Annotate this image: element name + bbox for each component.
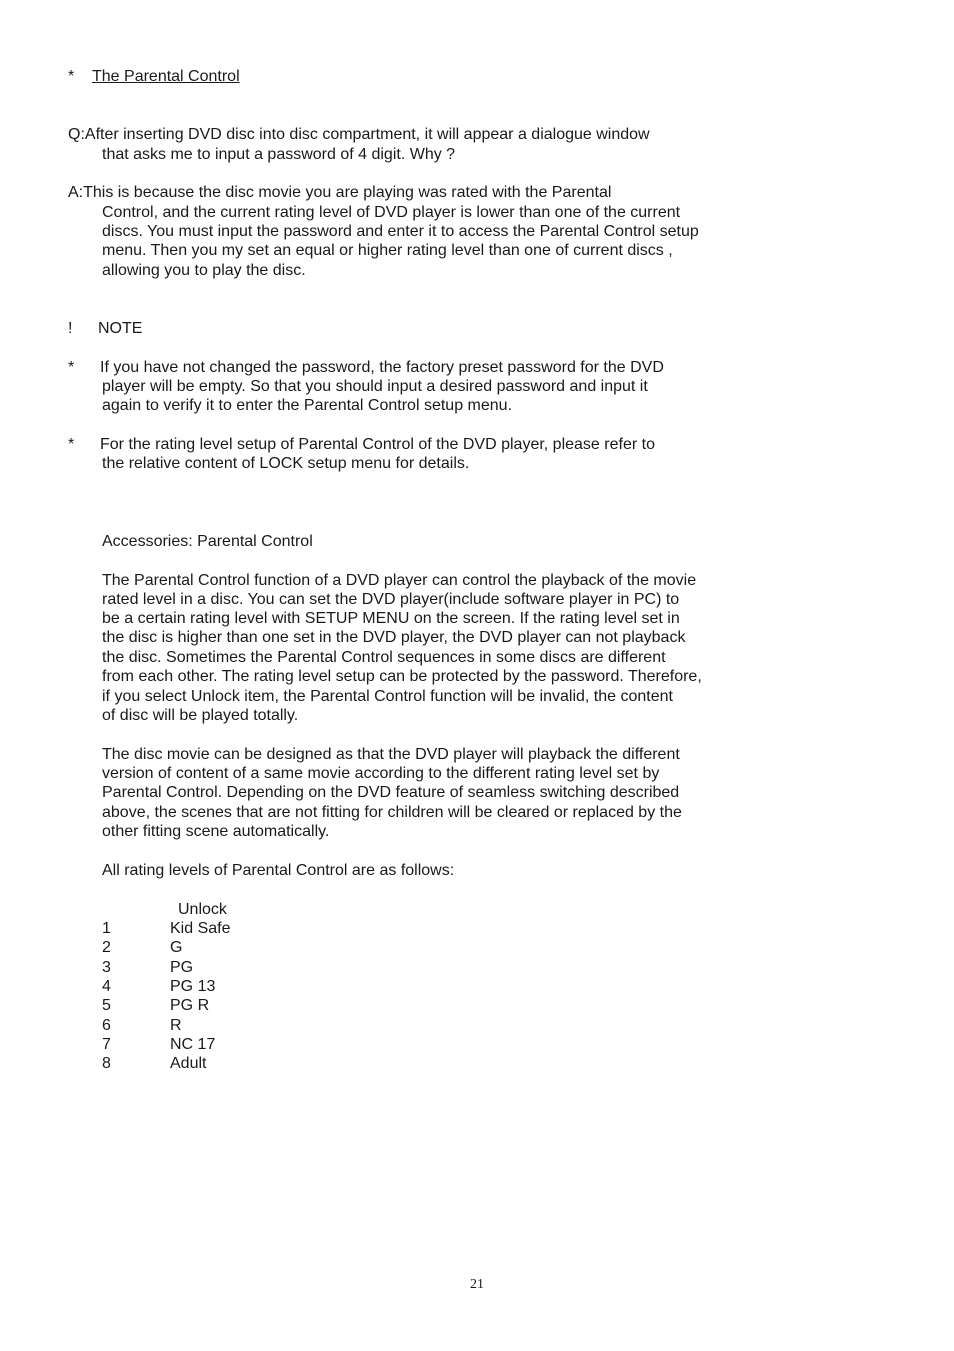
- paragraph-line: The Parental Control function of a DVD player can control the playback of the movie: [102, 572, 697, 589]
- section-heading: [68, 67, 240, 86]
- paragraph-line: the disc. Sometimes the Parental Control sequences in some discs are different: [102, 649, 666, 666]
- paragraph-line: other fitting scene automatically.: [102, 823, 330, 840]
- note-label: NOTE: [98, 320, 143, 337]
- paragraph-line: version of content of a same movie according to the different rating level set by: [102, 765, 660, 782]
- level-number: 5: [102, 997, 111, 1014]
- level-number: 6: [102, 1017, 111, 1034]
- heading-title: The Parental Control: [92, 68, 240, 85]
- answer-line: discs. You must input the password and enter it to access the Parental Control setup: [102, 223, 699, 240]
- level-number: 8: [102, 1055, 111, 1072]
- note-bullet-line: If you have not changed the password, the factory preset password for the DVD: [100, 359, 664, 376]
- level-name: PG R: [170, 997, 210, 1014]
- page-number: 21: [470, 1277, 484, 1292]
- level-name: R: [170, 1017, 182, 1034]
- paragraph-line: of disc will be played totally.: [102, 707, 299, 724]
- question-line: Q:After inserting DVD disc into disc compartment, it will appear a dialogue window: [68, 126, 650, 143]
- level-name: PG 13: [170, 978, 216, 995]
- note-bullet-marker: *: [68, 359, 75, 376]
- paragraph-line: rated level in a disc. You can set the DVD player(include software player in PC) to: [102, 591, 680, 608]
- note-bullet-line: again to verify it to enter the Parental Control setup menu.: [102, 397, 513, 414]
- answer-line: menu. Then you my set an equal or higher rating level than one of current discs ,: [102, 242, 673, 259]
- note-bullet-marker: *: [68, 436, 75, 453]
- paragraph-line: be a certain rating level with SETUP MENU on the screen. If the rating level set in: [102, 610, 680, 627]
- paragraph-line: the disc is higher than one set in the DVD player, the DVD player can not playback: [102, 629, 686, 646]
- levels-intro: All rating levels of Parental Control are as follows:: [102, 862, 455, 879]
- paragraph-line: The disc movie can be designed as that the DVD player will playback the different: [102, 746, 680, 763]
- answer-line: allowing you to play the disc.: [102, 262, 306, 279]
- question-line: that asks me to input a password of 4 digit. Why ?: [102, 146, 456, 163]
- level-name: NC 17: [170, 1036, 216, 1053]
- level-name: Kid Safe: [170, 920, 231, 937]
- note-bullet-line: For the rating level setup of Parental Control of the DVD player, please refer to: [100, 436, 655, 453]
- note-bullet-line: the relative content of LOCK setup menu for details.: [102, 455, 470, 472]
- answer-line: Control, and the current rating level of DVD player is lower than one of the current: [102, 204, 681, 221]
- answer-line: A:This is because the disc movie you are playing was rated with the Parental: [68, 184, 612, 201]
- level-number: 4: [102, 978, 111, 995]
- level-name: Adult: [170, 1055, 207, 1072]
- level-number: 3: [102, 959, 111, 976]
- paragraph-line: above, the scenes that are not fitting for children will be cleared or replaced by the: [102, 804, 682, 821]
- paragraph-line: if you select Unlock item, the Parental Control function will be invalid, the content: [102, 688, 673, 705]
- paragraph-line: Parental Control. Depending on the DVD feature of seamless switching described: [102, 784, 680, 801]
- level-unlock: Unlock: [178, 901, 227, 918]
- level-number: 1: [102, 920, 111, 937]
- level-number: 7: [102, 1036, 111, 1053]
- heading-marker: *: [68, 68, 75, 85]
- level-number: 2: [102, 939, 111, 956]
- note-marker: !: [68, 320, 73, 337]
- accessories-title: Accessories: Parental Control: [102, 533, 313, 550]
- paragraph-line: from each other. The rating level setup can be protected by the password. Therefore,: [102, 668, 702, 685]
- note-bullet-line: player will be empty. So that you should input a desired password and input it: [102, 378, 648, 395]
- level-name: PG: [170, 959, 194, 976]
- level-name: G: [170, 939, 183, 956]
